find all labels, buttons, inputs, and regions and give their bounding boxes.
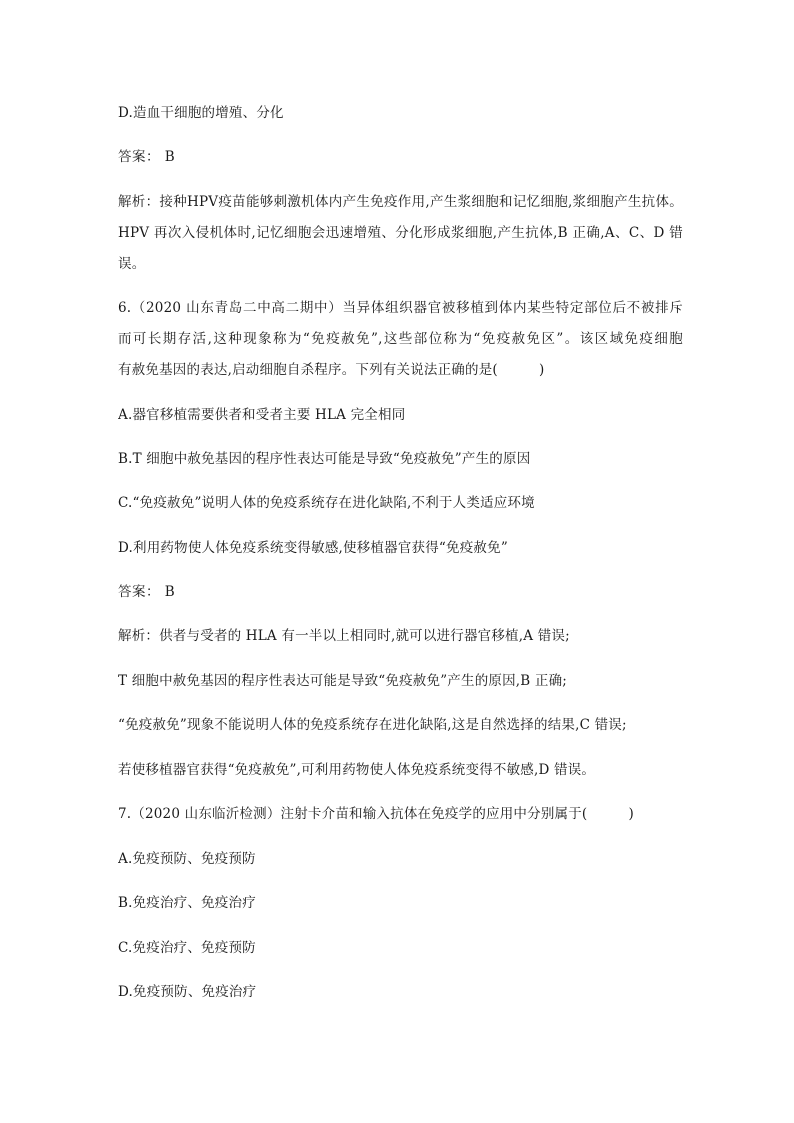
q5-answer: 答案： B xyxy=(118,149,176,165)
q7-option-d: D.免疫预防、免疫治疗 xyxy=(118,984,257,1000)
q6-answer: 答案： B xyxy=(118,584,176,600)
q6-option-d: D.利用药物使人体免疫系统变得敏感,使移植器官获得“免疫赦免” xyxy=(118,540,508,556)
q5-analysis-line-2: HPV 再次入侵机体时,记忆细胞会迅速增殖、分化形成浆细胞,产生抗体,B 正确,A、C、D 错 xyxy=(118,225,683,241)
q6-analysis-line-2: T 细胞中赦免基因的程序性表达可能是导致“免疫赦免”产生的原因,B 正确; xyxy=(118,673,568,689)
q5-option-d: D.造血干细胞的增殖、分化 xyxy=(118,105,284,121)
q6-analysis-line-3: “免疫赦免”现象不能说明人体的免疫系统存在进化缺陷,这是自然选择的结果,C 错误; xyxy=(118,717,627,733)
q6-stem-line-1: 6.（2020 山东青岛二中高二期中）当异体组织器官被移植到体内某些特定部位后不被排斥 xyxy=(118,300,683,316)
q6-option-a: A.器官移植需要供者和受者主要 HLA 完全相同 xyxy=(118,407,406,423)
q6-option-c: C.“免疫赦免”说明人体的免疫系统存在进化缺陷,不利于人类适应环境 xyxy=(118,495,535,511)
q6-analysis-line-1: 解析：供者与受者的 HLA 有一半以上相同时,就可以进行器官移植,A 错误; xyxy=(118,628,570,644)
q7-option-a: A.免疫预防、免疫预防 xyxy=(118,851,256,867)
q6-analysis-line-4: 若使移植器官获得“免疫赦免”,可利用药物使人体免疫系统变得不敏感,D 错误。 xyxy=(118,762,596,778)
q7-option-b: B.免疫治疗、免疫治疗 xyxy=(118,895,256,911)
q7-stem: 7.（2020 山东临沂检测）注射卡介苗和输入抗体在免疫学的应用中分别属于( ) xyxy=(118,806,634,822)
q6-stem-line-2: 而可长期存活,这种现象称为“免疫赦免”,这些部位称为“免疫赦免区”。该区域免疫细胞 xyxy=(118,331,683,347)
q6-stem-line-3: 有赦免基因的表达,启动细胞自杀程序。下列有关说法正确的是( ) xyxy=(118,362,545,378)
q5-analysis-line-3: 误。 xyxy=(118,256,146,272)
q6-option-b: B.T 细胞中赦免基因的程序性表达可能是导致“免疫赦免”产生的原因 xyxy=(118,451,531,467)
q5-analysis-line-1: 解析：接种HPV疫苗能够刺激机体内产生免疫作用,产生浆细胞和记忆细胞,浆细胞产生抗体。 xyxy=(118,194,683,210)
q7-option-c: C.免疫治疗、免疫预防 xyxy=(118,940,256,956)
